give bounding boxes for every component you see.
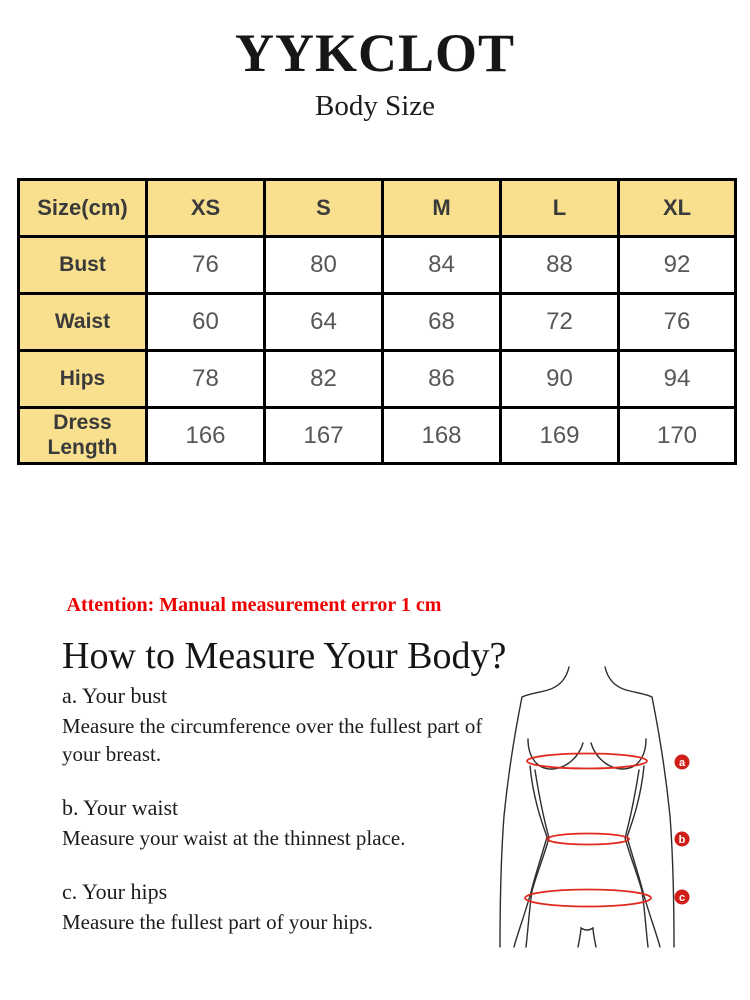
cell-value: 76 <box>619 294 736 351</box>
guide-title: How to Measure Your Body? <box>62 635 507 677</box>
body-figure-illustration <box>490 660 690 950</box>
row-label-dress-length: Dress Length <box>19 408 147 464</box>
svg-text:c: c <box>678 892 686 904</box>
measure-section-hips <box>62 879 502 936</box>
cell-value: 80 <box>265 237 383 294</box>
cell-value: 92 <box>619 237 736 294</box>
marker-badge-c <box>675 890 690 905</box>
column-header-l: L <box>501 180 619 237</box>
cell-value: 86 <box>383 351 501 408</box>
cell-value: 60 <box>147 294 265 351</box>
waist-tape-line <box>547 834 629 845</box>
row-label-waist: Waist <box>19 294 147 351</box>
measure-section-label: b. Your waist <box>62 795 179 820</box>
cell-value: 78 <box>147 351 265 408</box>
measure-section-label: a. Your bust <box>62 683 168 708</box>
table-row-hips <box>19 351 736 408</box>
attention-note: Attention: Manual measurement error 1 cm <box>66 594 442 616</box>
body-outline <box>500 667 674 947</box>
cell-value: 84 <box>383 237 501 294</box>
cell-value: 94 <box>619 351 736 408</box>
size-unit-header: Size(cm) <box>19 180 147 237</box>
column-header-xl: XL <box>619 180 736 237</box>
brand-title: YYKCLOT <box>234 23 516 83</box>
cell-value: 64 <box>265 294 383 351</box>
page-subtitle: Body Size <box>314 90 436 122</box>
measure-section-label: c. Your hips <box>62 879 168 904</box>
cell-value: 170 <box>619 408 736 464</box>
cell-value: 72 <box>501 294 619 351</box>
table-header-row <box>19 180 736 237</box>
svg-text:b: b <box>678 834 686 846</box>
column-header-xs: XS <box>147 180 265 237</box>
measure-section-bust <box>62 683 502 768</box>
hips-tape-line <box>525 890 651 907</box>
cell-value: 90 <box>501 351 619 408</box>
measure-section-text: Measure your waist at the thinnest place. <box>62 826 406 850</box>
table-row-bust <box>19 237 736 294</box>
cell-value: 168 <box>383 408 501 464</box>
marker-badge-a <box>675 755 690 770</box>
table-row-waist <box>19 294 736 351</box>
table-row-dress-length <box>19 408 736 464</box>
cell-value: 167 <box>265 408 383 464</box>
size-table <box>17 178 737 465</box>
column-header-m: M <box>383 180 501 237</box>
cell-value: 169 <box>501 408 619 464</box>
measure-section-text: Measure the fullest part of your hips. <box>62 910 373 934</box>
cell-value: 76 <box>147 237 265 294</box>
row-label-bust: Bust <box>19 237 147 294</box>
measure-section-text: Measure the circumference over the fullest part of your breast. <box>62 714 483 766</box>
cell-value: 82 <box>265 351 383 408</box>
cell-value: 68 <box>383 294 501 351</box>
cell-value: 88 <box>501 237 619 294</box>
column-header-s: S <box>265 180 383 237</box>
bust-tape-line <box>527 754 647 769</box>
svg-text:a: a <box>678 757 686 769</box>
measure-section-waist <box>62 795 502 852</box>
marker-badge-b <box>675 832 690 847</box>
cell-value: 166 <box>147 408 265 464</box>
row-label-hips: Hips <box>19 351 147 408</box>
